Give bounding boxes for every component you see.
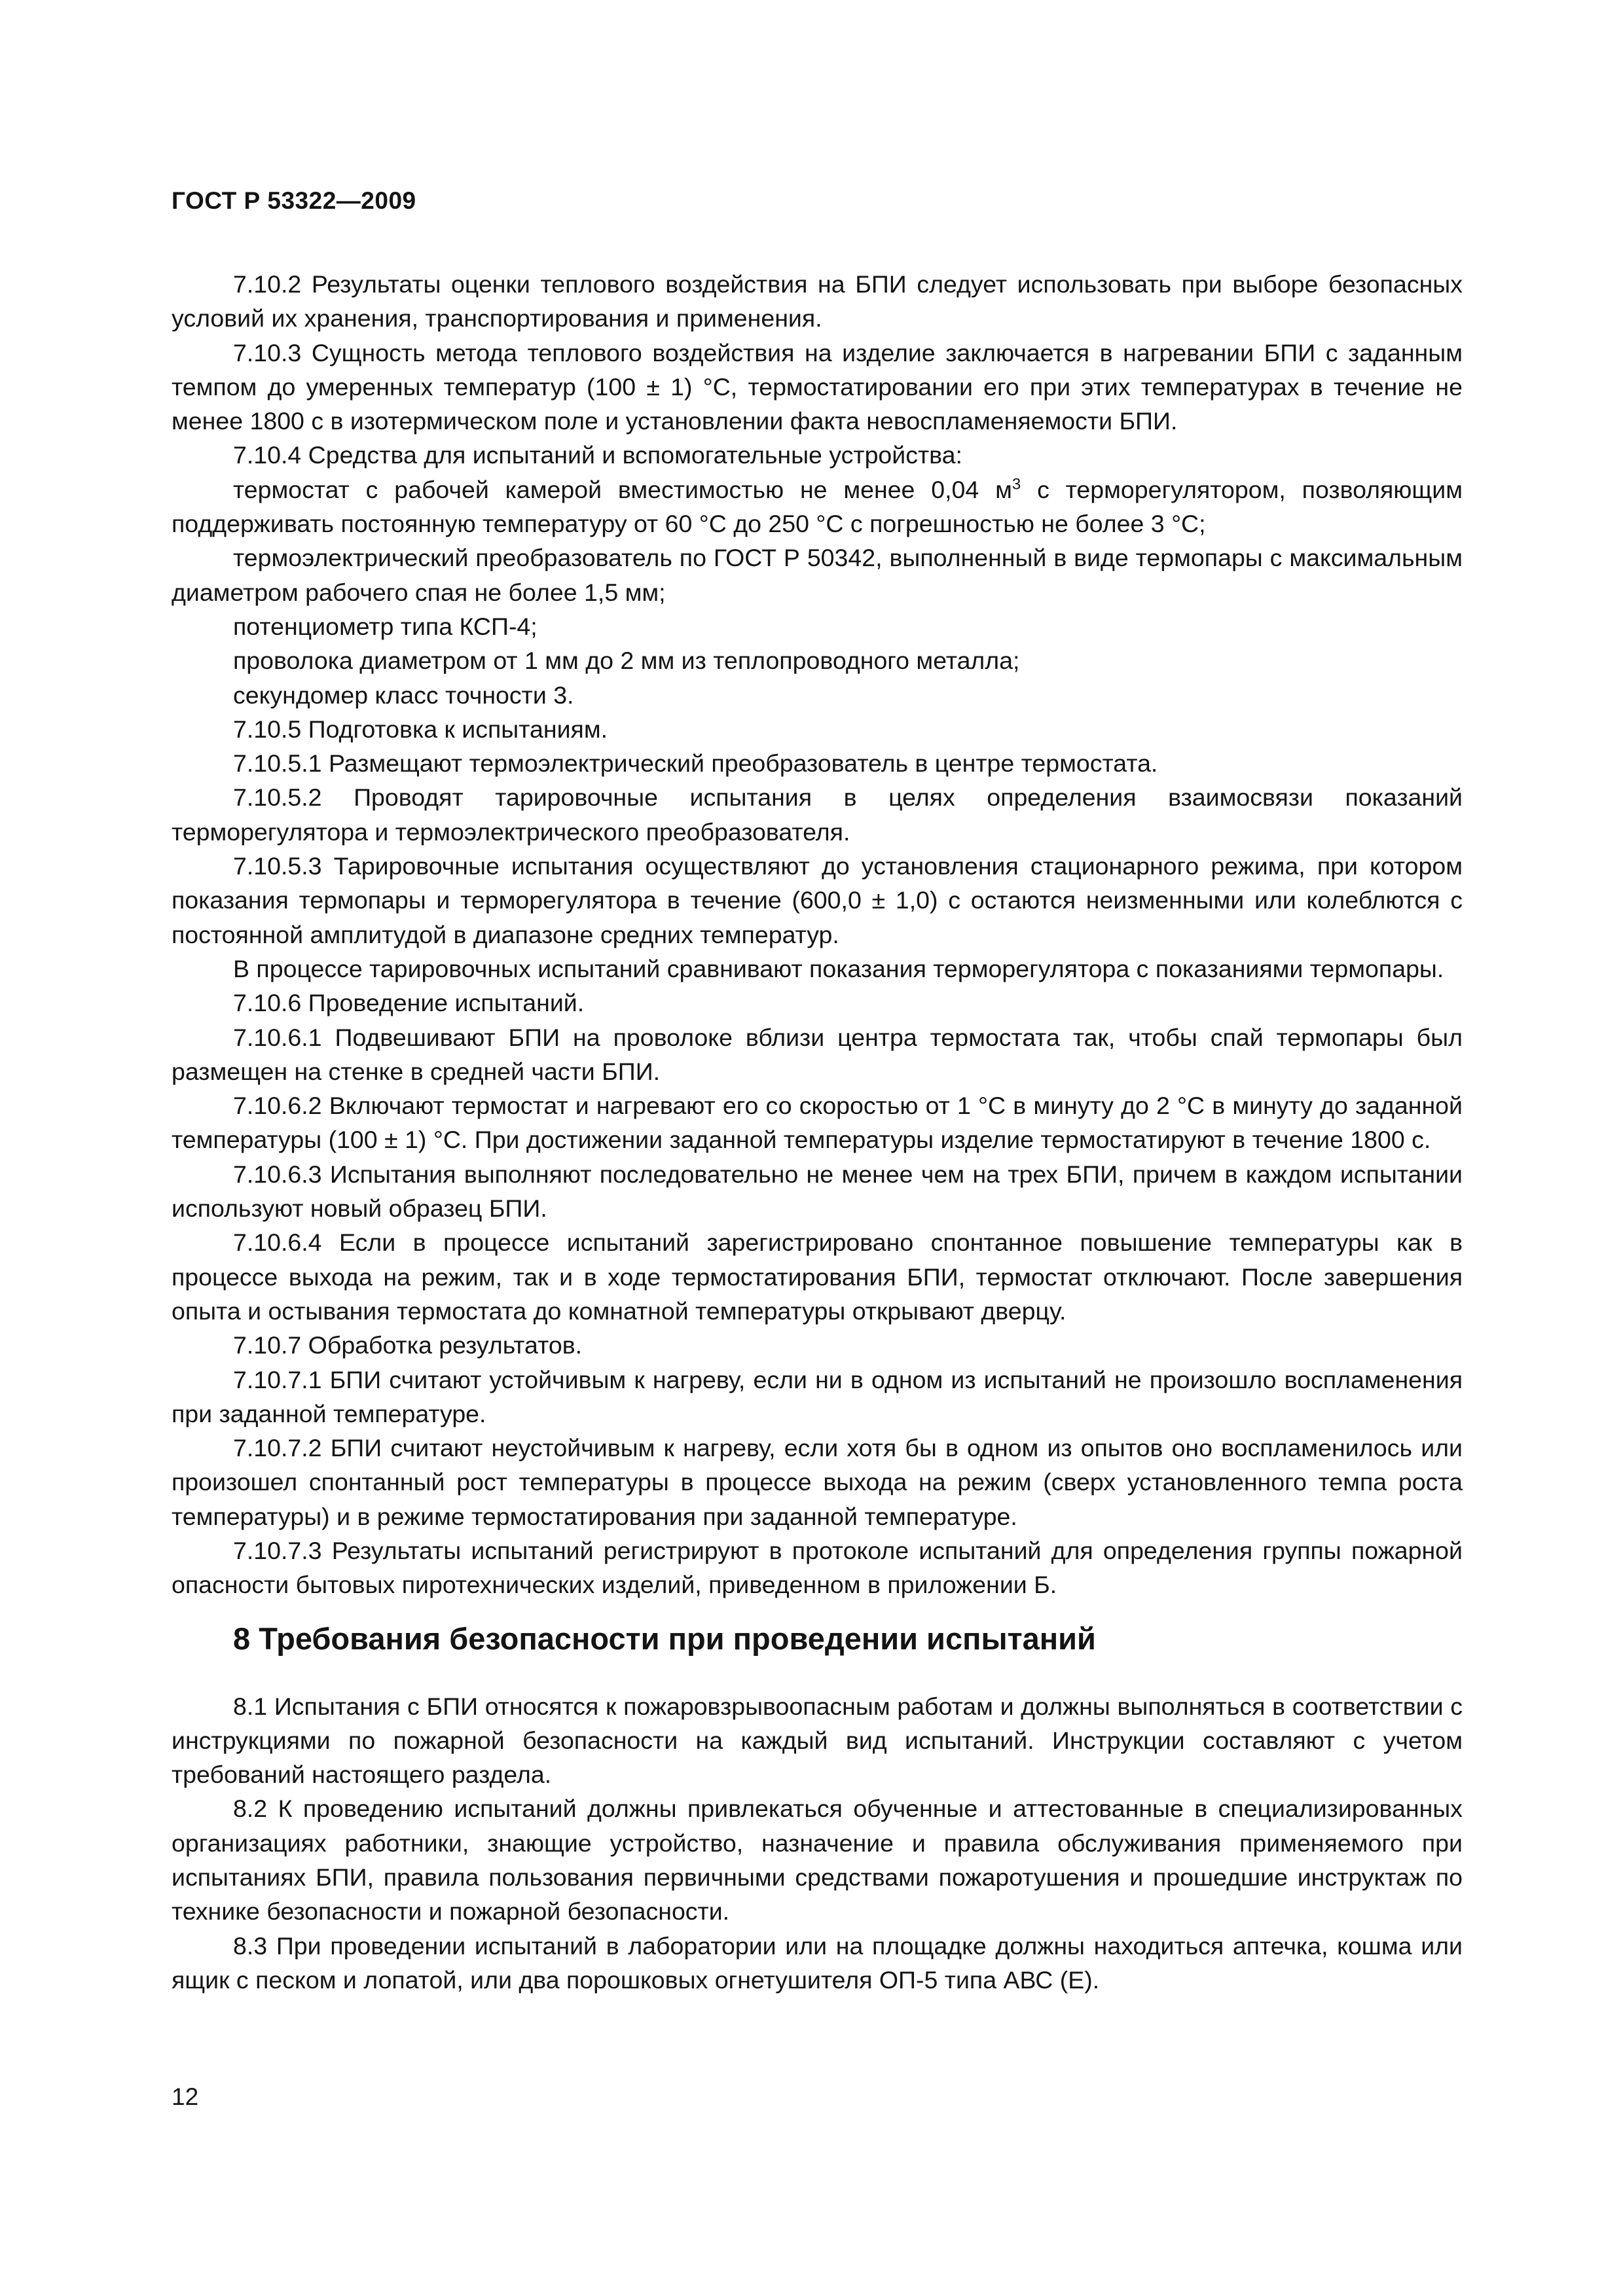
paragraph-7-10-7: 7.10.7 Обработка результатов. [233,1331,583,1359]
thermostat-text-end: с терморегулятором, позволяющим поддерживать постоянную температуру от 60 °С до 250 °С с погрешностью не более 3 °С; [172,475,1463,538]
paragraph-7-10-5-2: 7.10.5.2 Проводят тарировочные испытания в целях определения взаимосвязи показаний терморегулятора и термоэлектрического преобразователя. [172,783,1463,846]
paragraph-7-10-7-2: 7.10.7.2 БПИ считают неустойчивым к нагреву, если хотя бы в одном из опытов оно воспламенилось или произошел спонтанный рост температуры в процессе выхода на режим (сверх установленного темпа роста температуры) и в режиме термостатирования при заданной температуре. [172,1434,1463,1530]
paragraph-7-10-7-1: 7.10.7.1 БПИ считают устойчивым к нагреву, если ни в одном из испытаний не произошло воспламенения при заданной температуре. [172,1365,1463,1427]
paragraph-8-2: 8.2 К проведению испытаний должны привлекаться обученные и аттестованные в специализированных организациях работники, знающие устройство, назначение и правила обслуживания применяемого при испытаниях БПИ, правила пользования первичными средствами пожаротушения и прошедшие инструктаж по технике безопасности и пожарной безопасности. [172,1795,1463,1926]
paragraph-7-10-5-3: 7.10.5.3 Тарировочные испытания осуществляют до установления стационарного режима, при котором показания термопары и терморегулятора в течение (600,0 ± 1,0) с остаются неизменными или колеблются с постоянной амплитудой в диапазоне средних температур. [172,852,1463,948]
paragraph-7-10-6-2: 7.10.6.2 Включают термостат и нагревают его со скоростью от 1 °С в минуту до 2 °С в минуту до заданной температуры (100 ± 1) °С. При достижении заданной температуры изделие термостатируют в течение 1800 с. [172,1092,1463,1154]
paragraph-7-10-6: 7.10.6 Проведение испытаний. [233,989,585,1017]
document-header: ГОСТ Р 53322—2009 [172,187,416,214]
page-number: 12 [172,2083,199,2110]
list-item-thermocouple: термоэлектрический преобразователь по ГОСТ Р 50342, выполненный в виде термопары с максимальным диаметром рабочего спая не более 1,5 мм; [172,544,1463,606]
paragraph-7-10-6-4: 7.10.6.4 Если в процессе испытаний зарегистрировано спонтанное повышение температуры как в процессе выхода на режим, так и в ходе термостатирования БПИ, термостат отключают. После завершения опыта и остывания термостата до комнатной температуры открывают дверцу. [172,1229,1463,1325]
paragraph-7-10-3: 7.10.3 Сущность метода теплового воздействия на изделие заключается в нагревании БПИ с заданным темпом до умеренных температур (100 ± 1) °С, термостатировании его при этих температурах в течение не менее 1800 с в изотермическом поле и установлении факта невоспламеняемости БПИ. [172,338,1463,435]
paragraph-7-10-6-1: 7.10.6.1 Подвешивают БПИ на проволоке вблизи центра термостата так, чтобы спай термопары был размещен на стенке в средней части БПИ. [172,1023,1463,1085]
paragraph-calibration-comparison: В процессе тарировочных испытаний сравнивают показания терморегулятора с показаниями термопары. [233,954,1444,982]
paragraph-7-10-2: 7.10.2 Результаты оценки теплового воздействия на БПИ следует использовать при выборе безопасных условий их хранения, транспортирования и применения. [172,270,1463,332]
list-item-potentiometer: потенциометр типа КСП-4; [233,612,538,640]
paragraph-7-10-4: 7.10.4 Средства для испытаний и вспомогательные устройства: [233,441,962,469]
list-item-wire: проволока диаметром от 1 мм до 2 мм из теплопроводного металла; [233,647,1020,675]
paragraph-7-10-7-3: 7.10.7.3 Результаты испытаний регистрируют в протоколе испытаний для определения группы пожарной опасности бытовых пиротехнических изделий, приведенном в приложении Б. [172,1536,1463,1599]
paragraph-7-10-5: 7.10.5 Подготовка к испытаниям. [233,715,608,743]
paragraph-8-3: 8.3 При проведении испытаний в лаборатории или на площадке должны находиться аптечка, кошма или ящик с песком и лопатой, или два порошковых огнетушителя ОП-5 типа АВС (Е). [172,1931,1463,1994]
paragraph-7-10-6-3: 7.10.6.3 Испытания выполняют последовательно не менее чем на трех БПИ, причем в каждом испытании используют новый образец БПИ. [172,1160,1463,1223]
paragraph-8-1: 8.1 Испытания с БПИ относятся к пожаровзрывоопасным работам и должны выполняться в соответствии с инструкциями по пожарной безопасности на каждый вид испытаний. Инструкции составляют с учетом требований настоящего раздела. [172,1692,1463,1789]
document-body [172,267,1463,1997]
paragraph-7-10-5-1: 7.10.5.1 Размещают термоэлектрический преобразователь в центре термостата. [233,749,1158,778]
thermostat-text-start: термостат с рабочей камерой вместимостью не менее 0,04 м [233,475,1012,503]
list-item-thermostat [172,473,1463,541]
list-item-stopwatch: секундомер класс точности 3. [233,681,574,709]
cubic-superscript: 3 [1012,475,1021,493]
section-8-title: 8 Требования безопасности при проведении испытаний [233,1621,1096,1656]
